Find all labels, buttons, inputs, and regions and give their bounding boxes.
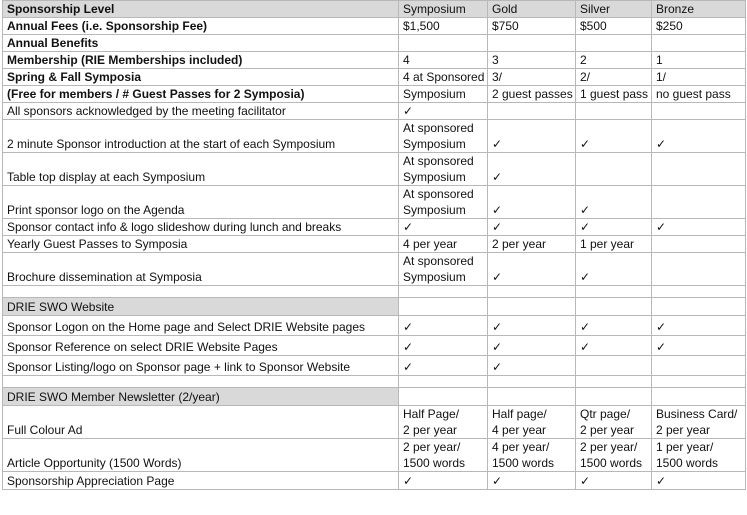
- cell-line: Symposium: [403, 203, 466, 217]
- row-label-cell[interactable]: [3, 286, 399, 298]
- table-cell[interactable]: ✓: [399, 356, 488, 376]
- row-label-cell[interactable]: Annual Fees (i.e. Sponsorship Fee): [3, 18, 399, 35]
- table-cell[interactable]: [576, 356, 652, 376]
- table-cell[interactable]: Symposium: [399, 86, 488, 103]
- header-cell[interactable]: Symposium: [399, 1, 488, 18]
- table-cell[interactable]: [576, 153, 652, 186]
- row-label-cell[interactable]: 2 minute Sponsor introduction at the start of each Symposium: [3, 120, 399, 153]
- table-cell[interactable]: ✓: [399, 472, 488, 490]
- table-cell[interactable]: ✓: [488, 186, 576, 219]
- table-cell[interactable]: [399, 388, 488, 406]
- row-label-cell[interactable]: [3, 376, 399, 388]
- table-cell[interactable]: ✓: [576, 316, 652, 336]
- row-label-cell[interactable]: Sponsor contact info & logo slideshow during lunch and breaks: [3, 219, 399, 236]
- table-cell[interactable]: 2 guest passes: [488, 86, 576, 103]
- table-row: [3, 472, 746, 490]
- table-cell[interactable]: $1,500: [399, 18, 488, 35]
- table-cell[interactable]: 2/: [576, 69, 652, 86]
- table-cell[interactable]: [652, 439, 746, 472]
- table-cell[interactable]: ✓: [652, 120, 746, 153]
- table-cell[interactable]: [576, 298, 652, 316]
- table-row: [3, 406, 746, 439]
- row-label-cell[interactable]: Membership (RIE Memberships included): [3, 52, 399, 69]
- table-cell[interactable]: [652, 253, 746, 286]
- table-cell[interactable]: ✓: [488, 253, 576, 286]
- table-cell[interactable]: [399, 186, 488, 219]
- table-cell[interactable]: ✓: [399, 103, 488, 120]
- table-cell[interactable]: [652, 35, 746, 52]
- table-cell[interactable]: [399, 286, 488, 298]
- row-label-cell[interactable]: Article Opportunity (1500 Words): [3, 439, 399, 472]
- cell-line: At sponsored: [403, 187, 474, 201]
- table-cell[interactable]: [576, 35, 652, 52]
- row-label-cell[interactable]: (Free for members / # Guest Passes for 2 Symposia): [3, 86, 399, 103]
- table-row: [3, 86, 746, 103]
- cell-line: 2 per year: [403, 423, 458, 437]
- row-label-cell[interactable]: Full Colour Ad: [3, 406, 399, 439]
- section-heading-cell[interactable]: DRIE SWO Member Newsletter (2/year): [3, 388, 399, 406]
- table-cell[interactable]: $750: [488, 18, 576, 35]
- table-cell[interactable]: [399, 439, 488, 472]
- table-cell[interactable]: [652, 356, 746, 376]
- table-cell[interactable]: [399, 153, 488, 186]
- table-cell[interactable]: [399, 253, 488, 286]
- table-cell[interactable]: [576, 376, 652, 388]
- table-cell[interactable]: ✓: [399, 219, 488, 236]
- cell-line: 1500 words: [403, 456, 466, 470]
- table-cell[interactable]: [488, 406, 576, 439]
- sponsorship-table: [2, 0, 746, 490]
- table-cell[interactable]: ✓: [488, 219, 576, 236]
- row-label-cell[interactable]: Print sponsor logo on the Agenda: [3, 186, 399, 219]
- table-row: [3, 219, 746, 236]
- cell-line: 2 per year/: [403, 440, 461, 454]
- table-row: [3, 439, 746, 472]
- table-cell[interactable]: [652, 236, 746, 253]
- table-cell[interactable]: [576, 388, 652, 406]
- table-cell[interactable]: ✓: [576, 336, 652, 356]
- table-cell[interactable]: 3: [488, 52, 576, 69]
- cell-line: 1500 words: [656, 456, 719, 470]
- row-label-cell[interactable]: Yearly Guest Passes to Symposia: [3, 236, 399, 253]
- table-row: [3, 120, 746, 153]
- cell-line: 4 per year/: [492, 440, 550, 454]
- table-cell[interactable]: 4 per year: [399, 236, 488, 253]
- table-row: [3, 298, 746, 316]
- cell-line: 2 per year: [580, 423, 635, 437]
- table-row: [3, 153, 746, 186]
- table-cell[interactable]: ✓: [488, 472, 576, 490]
- table-cell[interactable]: [652, 376, 746, 388]
- table-cell[interactable]: [488, 388, 576, 406]
- table-cell[interactable]: [576, 286, 652, 298]
- table-cell[interactable]: [652, 153, 746, 186]
- table-cell[interactable]: [652, 103, 746, 120]
- table-cell[interactable]: 3/: [488, 69, 576, 86]
- table-row: [3, 376, 746, 388]
- header-cell[interactable]: Silver: [576, 1, 652, 18]
- cell-line: 1500 words: [492, 456, 555, 470]
- table-cell[interactable]: ✓: [652, 472, 746, 490]
- cell-line: Half page/: [492, 407, 547, 421]
- table-cell[interactable]: ✓: [576, 219, 652, 236]
- table-cell[interactable]: ✓: [576, 186, 652, 219]
- table-cell[interactable]: [488, 298, 576, 316]
- table-cell[interactable]: no guest pass: [652, 86, 746, 103]
- table-cell[interactable]: [652, 298, 746, 316]
- table-cell[interactable]: [488, 35, 576, 52]
- table-cell[interactable]: 1 per year: [576, 236, 652, 253]
- table-body: [3, 18, 746, 490]
- table-row: [3, 356, 746, 376]
- header-cell[interactable]: Gold: [488, 1, 576, 18]
- table-row: [3, 336, 746, 356]
- table-cell[interactable]: 2 per year: [488, 236, 576, 253]
- row-label-cell[interactable]: Brochure dissemination at Symposia: [3, 253, 399, 286]
- cell-line: Business Card/: [656, 407, 738, 421]
- table-row: [3, 35, 746, 52]
- row-label-cell[interactable]: Sponsor Listing/logo on Sponsor page + link to Sponsor Website: [3, 356, 399, 376]
- table-cell[interactable]: ✓: [576, 253, 652, 286]
- row-label-cell[interactable]: Spring & Fall Symposia: [3, 69, 399, 86]
- table-cell[interactable]: [652, 186, 746, 219]
- cell-line: At sponsored: [403, 254, 474, 268]
- table-cell[interactable]: ✓: [576, 472, 652, 490]
- cell-line: Symposium: [403, 270, 466, 284]
- row-label-cell[interactable]: Annual Benefits: [3, 35, 399, 52]
- table-row: [3, 103, 746, 120]
- table-cell[interactable]: ✓: [576, 120, 652, 153]
- cell-line: 4 per year: [492, 423, 547, 437]
- cell-line: Symposium: [403, 170, 466, 184]
- cell-line: Symposium: [403, 137, 466, 151]
- table-cell[interactable]: ✓: [488, 356, 576, 376]
- table-cell[interactable]: [399, 35, 488, 52]
- table-cell[interactable]: [652, 388, 746, 406]
- table-cell[interactable]: ✓: [652, 336, 746, 356]
- table-cell[interactable]: 4 at Sponsored: [399, 69, 488, 86]
- section-heading-cell[interactable]: DRIE SWO Website: [3, 298, 399, 316]
- table-cell[interactable]: 4: [399, 52, 488, 69]
- cell-line: Qtr page/: [580, 407, 631, 421]
- row-label-cell[interactable]: Sponsor Logon on the Home page and Select DRIE Website pages: [3, 316, 399, 336]
- cell-line: Half Page/: [403, 407, 460, 421]
- table-row: [3, 253, 746, 286]
- table-cell[interactable]: $500: [576, 18, 652, 35]
- table-cell[interactable]: [576, 439, 652, 472]
- table-cell[interactable]: [488, 103, 576, 120]
- table-cell[interactable]: [576, 406, 652, 439]
- table-row: [3, 18, 746, 35]
- table-cell[interactable]: ✓: [488, 316, 576, 336]
- row-label-cell[interactable]: Table top display at each Symposium: [3, 153, 399, 186]
- cell-line: 2 per year/: [580, 440, 638, 454]
- table-row: [3, 186, 746, 219]
- table-cell[interactable]: ✓: [652, 219, 746, 236]
- row-label-cell[interactable]: Sponsorship Appreciation Page: [3, 472, 399, 490]
- table-cell[interactable]: 1 guest pass: [576, 86, 652, 103]
- table-cell[interactable]: ✓: [652, 316, 746, 336]
- table-cell[interactable]: 1/: [652, 69, 746, 86]
- table-cell[interactable]: [652, 286, 746, 298]
- cell-line: 1500 words: [580, 456, 643, 470]
- table-row: [3, 286, 746, 298]
- table-cell[interactable]: [399, 376, 488, 388]
- table-cell[interactable]: ✓: [488, 336, 576, 356]
- cell-line: 2 per year: [656, 423, 711, 437]
- table-cell[interactable]: ✓: [488, 153, 576, 186]
- row-label-cell[interactable]: All sponsors acknowledged by the meeting facilitator: [3, 103, 399, 120]
- table-cell[interactable]: 2: [576, 52, 652, 69]
- table-cell[interactable]: ✓: [399, 336, 488, 356]
- header-cell[interactable]: Sponsorship Level: [3, 1, 399, 18]
- table-cell[interactable]: [488, 376, 576, 388]
- table-cell[interactable]: [488, 286, 576, 298]
- table-cell[interactable]: $250: [652, 18, 746, 35]
- row-label-cell[interactable]: Sponsor Reference on select DRIE Website Pages: [3, 336, 399, 356]
- header-row: [3, 1, 746, 18]
- table-row: [3, 388, 746, 406]
- cell-line: At sponsored: [403, 121, 474, 135]
- table-cell[interactable]: [652, 406, 746, 439]
- table-cell[interactable]: [399, 298, 488, 316]
- header-cell[interactable]: Bronze: [652, 1, 746, 18]
- table-row: [3, 316, 746, 336]
- table-cell[interactable]: ✓: [488, 120, 576, 153]
- table-cell[interactable]: [488, 439, 576, 472]
- cell-line: 1 per year/: [656, 440, 714, 454]
- table-row: [3, 236, 746, 253]
- table-row: [3, 52, 746, 69]
- table-cell[interactable]: [576, 103, 652, 120]
- table-row: [3, 69, 746, 86]
- cell-line: At sponsored: [403, 154, 474, 168]
- table-cell[interactable]: 1: [652, 52, 746, 69]
- table-cell[interactable]: [399, 406, 488, 439]
- table-cell[interactable]: [399, 120, 488, 153]
- table-cell[interactable]: ✓: [399, 316, 488, 336]
